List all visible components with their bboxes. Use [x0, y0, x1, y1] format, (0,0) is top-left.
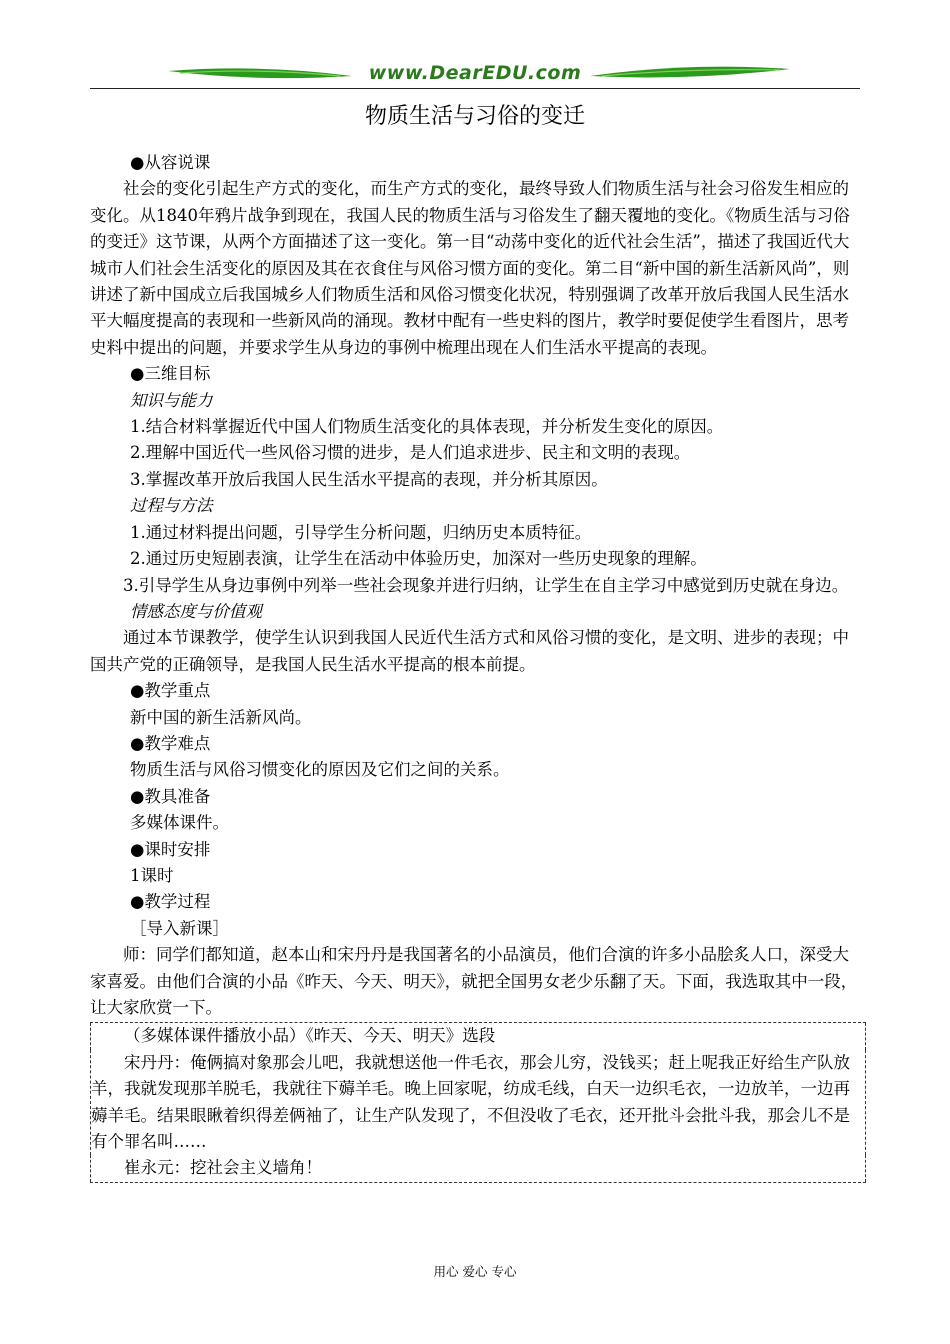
subheading: 知识与能力 [130, 390, 213, 410]
section-heading: ●从容说课 [130, 153, 211, 172]
list-item: 3.引导学生从身边事例中列举一些社会现象并进行归纳，让学生在自主学习中感觉到历史就在身边。 [123, 575, 849, 595]
section-heading: ●教具准备 [130, 786, 211, 806]
paragraph: 社会的变化引起生产方式的变化，而生产方式的变化，最终导致人们物质生活与社会习俗发生相应的变化。从1840年鸦片战争到现在，我国人民的物质生活与习俗发生了翻天覆地的变化。《物质生活与习俗的变迁》这节课，从两个方面描述了这一变化。第一目“动荡中变化的近代社会生活”，描述了我国近代大城市人们社会生活变化的原因及其在衣食住与风俗习惯方面的变化。第二目“新中国的新生活新风尚”，则讲述了新中国成立后我国城乡人们物质生活和风俗习惯变化状况，特别强调了改革开放后我国人民生活水平大幅度提高的表现和一些新风尚的涌现。教材中配有一些史料的图片，教学时要促使学生看图片，思考史料中提出的问题，并要求学生从身边的事例中梳理出现在人们生活水平提高的表现。 [90, 179, 850, 357]
site-logo-text: www.DearEDU.com [368, 62, 582, 84]
page-title: 物质生活与习俗的变迁 [364, 104, 585, 129]
header-rule [90, 88, 860, 89]
subheading: ［导入新课］ [130, 918, 229, 938]
paragraph: 物质生活与风俗习惯变化的原因及它们之间的关系。 [130, 760, 510, 780]
paragraph: 通过本节课教学，使学生认识到我国人民近代生活方式和风俗习惯的变化，是文明、进步的表现；中国共产党的正确领导，是我国人民生活水平提高的根本前提。 [90, 628, 849, 674]
list-item: 1.结合材料掌握近代中国人们物质生活变化的具体表现，并分析发生变化的原因。 [130, 417, 724, 437]
subheading: 过程与方法 [130, 496, 213, 516]
document-body [90, 150, 862, 1183]
dialog-box [90, 1022, 866, 1182]
list-item: 3.掌握改革开放后我国人民生活水平提高的表现，并分析其原因。 [130, 469, 608, 489]
site-header [90, 56, 860, 92]
section-heading: ●三维目标 [130, 364, 211, 384]
paragraph: 多媒体课件。 [130, 813, 229, 833]
paragraph: 新中国的新生活新风尚。 [130, 707, 312, 727]
section-heading: ●教学过程 [130, 892, 211, 912]
paragraph: 1课时 [130, 865, 174, 885]
section-heading: ●课时安排 [130, 839, 211, 859]
clip-caption: （多媒体课件播放小品）《昨天、今天、明天》选段 [90, 1023, 866, 1049]
dialog-line: 崔永元：挖社会主义墙角！ [90, 1155, 866, 1181]
list-item: 2.通过历史短剧表演，让学生在活动中体验历史，加深对一些历史现象的理解。 [130, 549, 707, 569]
subheading: 情感态度与价值观 [130, 601, 262, 621]
dialog-line: 宋丹丹：俺俩搞对象那会儿吧，我就想送他一件毛衣，那会儿穷，没钱买；赶上呢我正好给生产队放羊，我就发现那羊脱毛，我就往下薅羊毛。晚上回家呢，纺成毛线，白天一边织毛衣，一边放羊，一边再薅羊毛。结果眼瞅着织得差俩袖了，让生产队发现了，不但没收了毛衣，还开批斗会批斗我，那会儿不是有个罪名叫…… [90, 1050, 866, 1156]
list-item: 2.理解中国近代一些风俗习惯的进步，是人们追求进步、民主和文明的表现。 [130, 443, 691, 463]
section-heading: ●教学重点 [130, 681, 211, 701]
section-heading: ●教学难点 [130, 733, 211, 753]
paragraph: 师：同学们都知道，赵本山和宋丹丹是我国著名的小品演员，他们合演的许多小品脍炙人口，深受大家喜爱。由他们合演的小品《昨天、今天、明天》，就把全国男女老少乐翻了天。下面，我选取其中一段，让大家欣赏一下。 [90, 945, 858, 1017]
page-footer: 用心 爱心 专心 [433, 1264, 517, 1279]
list-item: 1.通过材料提出问题，引导学生分析问题，归纳历史本质特征。 [130, 522, 592, 542]
